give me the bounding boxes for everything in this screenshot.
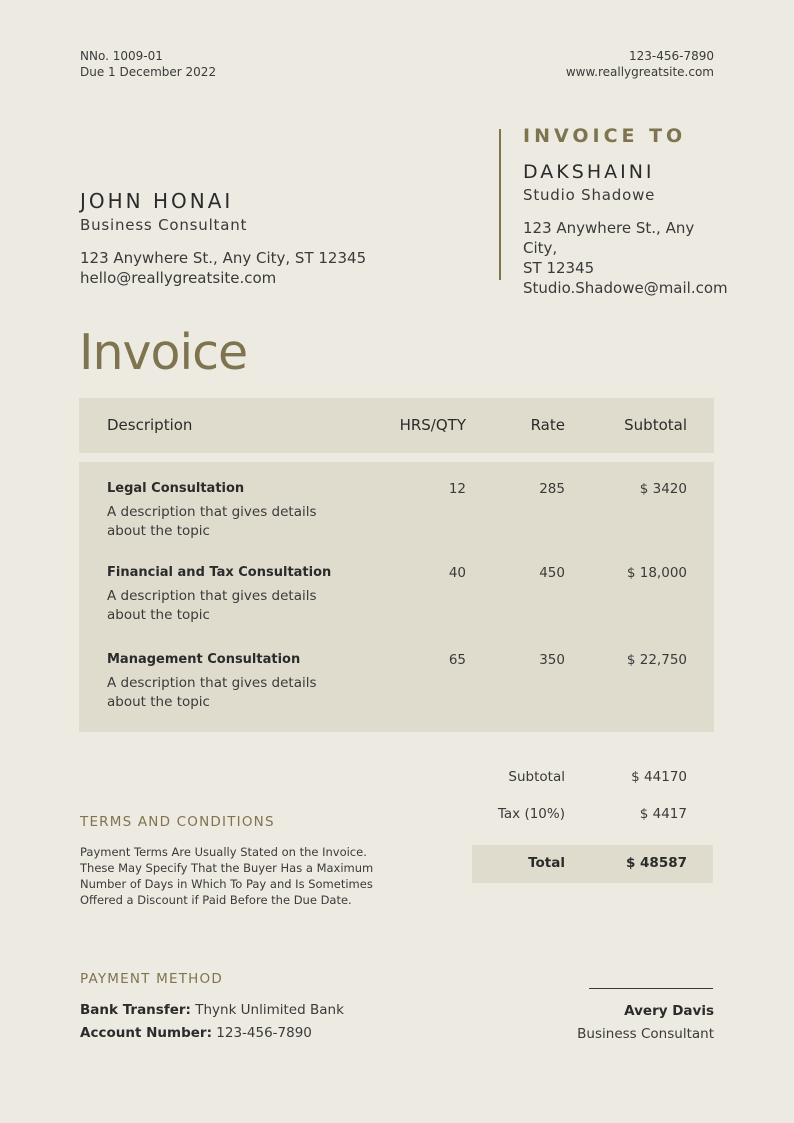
row-item: Management Consultation	[107, 652, 301, 667]
row-item: Legal Consultation	[107, 481, 245, 496]
payment-heading: PAYMENT METHOD	[80, 971, 223, 987]
header-qty: HRS/QTY	[399, 416, 466, 434]
row-rate: 285	[539, 481, 565, 497]
row-description	[107, 503, 327, 541]
recipient-divider	[499, 129, 501, 280]
row-qty: 40	[448, 565, 466, 581]
bank-transfer-line: Bank Transfer: Thynk Unlimited Bank	[80, 1002, 344, 1018]
bank-value: Thynk Unlimited Bank	[195, 1002, 344, 1018]
row-item: Financial and Tax Consultation	[107, 565, 332, 580]
terms-heading: TERMS AND CONDITIONS	[80, 814, 275, 830]
row-subtotal: $ 3420	[639, 481, 687, 497]
row-description-line: about the topic	[107, 607, 210, 623]
bank-label: Bank Transfer	[80, 1002, 186, 1018]
sender-email: hello@reallygreatsite.com	[80, 269, 277, 287]
header-description: Description	[107, 416, 193, 434]
sender-address-block	[80, 248, 366, 288]
row-description-line: about the topic	[107, 694, 210, 710]
row-rate: 350	[539, 652, 565, 668]
signer-role: Business Consultant	[577, 1026, 714, 1042]
sender-address: 123 Anywhere St., Any City, ST 12345	[80, 249, 367, 267]
row-subtotal: $ 22,750	[626, 652, 687, 668]
recipient-name: DAKSHAINI	[523, 161, 655, 183]
tax-label: Tax (10%)	[497, 806, 565, 822]
page-title: Invoice	[79, 324, 248, 381]
account-value: 123-456-7890	[216, 1025, 312, 1041]
header-rate: Rate	[530, 416, 565, 434]
row-qty: 12	[448, 481, 466, 497]
subtotal-label: Subtotal	[508, 769, 565, 785]
header-subtotal: Subtotal	[624, 416, 687, 434]
row-description-line: A description that gives details	[107, 675, 317, 691]
invoice-number: NNo. 1009-01	[80, 49, 163, 63]
due-date: Due 1 December 2022	[80, 65, 217, 79]
recipient-address-line2: ST 12345	[523, 259, 595, 277]
row-qty: 65	[448, 652, 466, 668]
invoice-meta	[80, 48, 216, 80]
table-header	[79, 398, 714, 453]
terms-line: These May Specify That the Buyer Has a Maximum	[80, 861, 374, 875]
account-label: Account Number	[80, 1025, 207, 1041]
phone-number: 123-456-7890	[628, 49, 714, 63]
total-value: $ 48587	[625, 855, 687, 871]
row-description	[107, 674, 327, 712]
signer-name: Avery Davis	[624, 1003, 714, 1019]
row-subtotal: $ 18,000	[626, 565, 687, 581]
recipient-company: Studio Shadowe	[523, 186, 656, 204]
signature-line	[589, 988, 713, 989]
account-number-line: Account Number: 123-456-7890	[80, 1025, 312, 1041]
sender-role: Business Consultant	[80, 216, 248, 234]
row-description-line: A description that gives details	[107, 504, 317, 520]
sender-name: JOHN HONAI	[80, 189, 234, 213]
row-rate: 450	[539, 565, 565, 581]
website: www.reallygreatsite.com	[565, 65, 714, 79]
recipient-address-block	[523, 218, 728, 298]
sender-block	[80, 188, 366, 288]
tax-value: $ 4417	[639, 806, 687, 822]
recipient-address-line1: 123 Anywhere St., Any City,	[523, 219, 695, 257]
terms-line: Offered a Discount if Paid Before the Due Date.	[80, 893, 352, 907]
invoice-to-label: INVOICE TO	[523, 125, 687, 147]
row-description	[107, 587, 327, 625]
terms-text	[80, 844, 390, 908]
table-body	[79, 462, 714, 732]
terms-line: Number of Days in Which To Pay and Is Sometimes	[80, 877, 373, 891]
recipient-block	[523, 124, 728, 298]
recipient-email: Studio.Shadowe@mail.com	[523, 279, 728, 297]
row-description-line: about the topic	[107, 523, 210, 539]
subtotal-value: $ 44170	[631, 769, 687, 785]
terms-line: Payment Terms Are Usually Stated on the Invoice.	[80, 845, 367, 859]
total-label: Total	[528, 855, 565, 871]
contact-meta	[566, 48, 714, 80]
row-description-line: A description that gives details	[107, 588, 317, 604]
